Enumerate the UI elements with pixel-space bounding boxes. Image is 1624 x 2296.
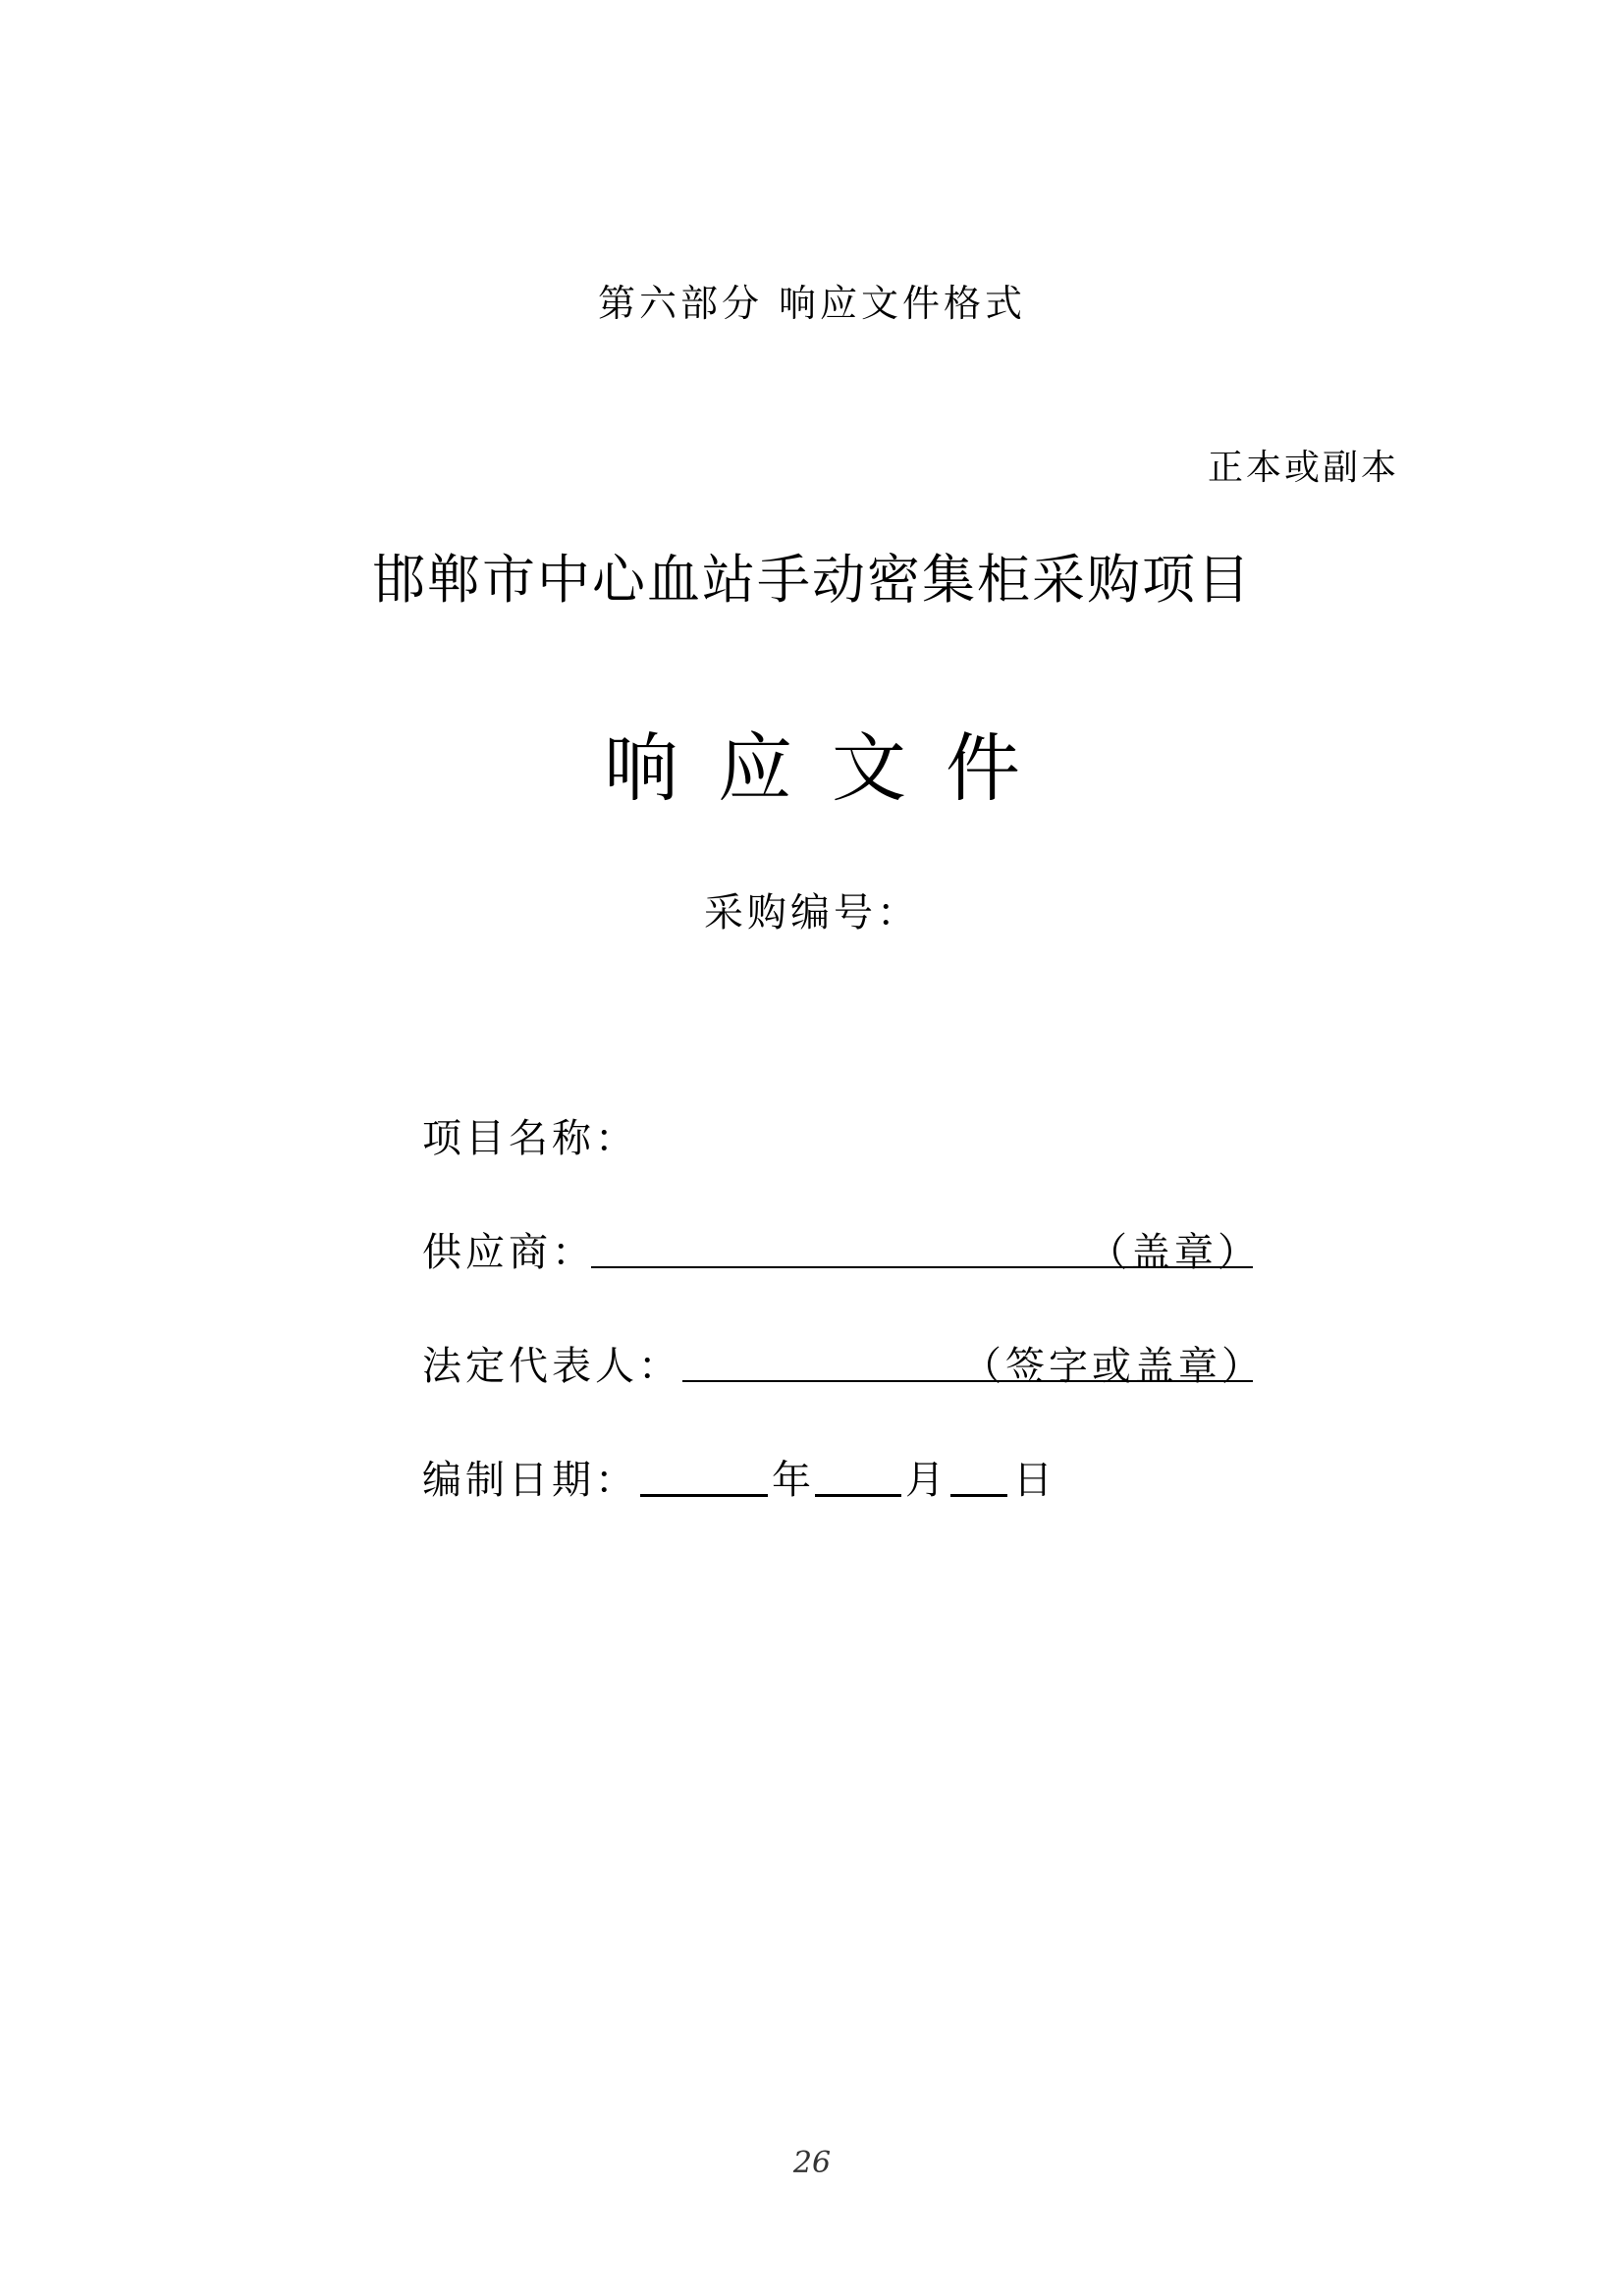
document-title: 响应文件	[604, 724, 1059, 812]
month-underline	[815, 1494, 901, 1497]
procurement-number-label: 采购编号：	[704, 890, 920, 935]
legal-representative-label: 法定代表人：	[422, 1344, 681, 1389]
year-label: 年	[772, 1458, 811, 1503]
section-title: 第六部分 响应文件格式	[597, 282, 1027, 325]
project-title: 邯郸市中心血站手动密集柜采购项目	[372, 549, 1252, 611]
page-number: 26	[792, 2146, 832, 2180]
supplier-label: 供应商：	[422, 1230, 595, 1275]
copy-type-label: 正本或副本	[1208, 448, 1400, 488]
supplier-seal-note: （盖章）	[1088, 1230, 1261, 1275]
compile-date-label: 编制日期：	[422, 1458, 638, 1503]
month-label: 月	[905, 1458, 945, 1503]
legal-representative-sign-note: （签字或盖章）	[962, 1344, 1265, 1389]
project-name-label: 项目名称：	[422, 1116, 638, 1161]
year-underline	[640, 1494, 768, 1497]
day-label: 日	[1013, 1458, 1053, 1503]
day-underline	[950, 1494, 1007, 1497]
